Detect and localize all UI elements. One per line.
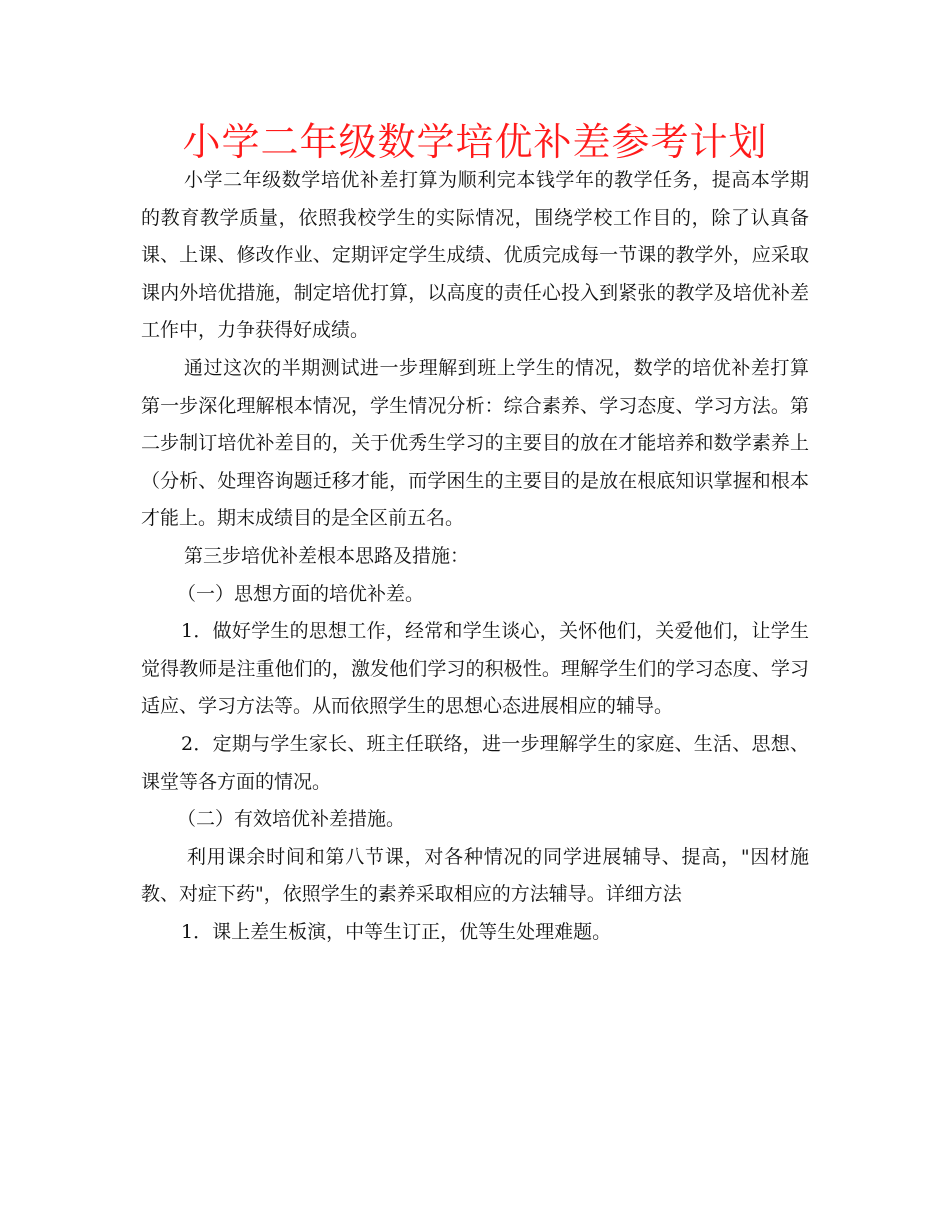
list-item-method-1: 1．课上差生板演，中等生订正，优等生处理难题。 [181,920,612,943]
list-item-2: 2．定期与学生家长、班主任联络，进一步理解学生的家庭、生活、思想、课堂等各方面的情况。 [141,732,809,793]
section-heading-thought: （一）思想方面的培优补差。 [177,582,425,605]
section-heading-measures: （二）有效培优补差措施。 [177,808,406,831]
document-title: 小学二年级数学培优补差参考计划 [182,120,768,164]
paragraph-intro: 小学二年级数学培优补差打算为顺利完本钱学年的教学任务，提高本学期的教育教学质量，依照我校学生的实际情况，围绕学校工作目的，除了认真备课、上课、修改作业、定期评定学生成绩、优质完成每一节课的教学外，应采取课内外培优措施，制定培优打算，以高度的责任心投入到紧张的教学及培优补差工作中，力争获得好成绩。 [141,169,809,342]
paragraph-methods: 利用课余时间和第八节课，对各种情况的同学进展辅导、提高，"因材施教、对症下药"，依照学生的素养采取相应的方法辅导。详细方法 [141,845,809,906]
document-body [141,162,809,951]
paragraph-analysis: 通过这次的半期测试进一步理解到班上学生的情况，数学的培优补差打算第一步深化理解根本情况，学生情况分析：综合素养、学习态度、学习方法。第二步制订培优补差目的，关于优秀生学习的主要目的放在才能培养和数学素养上（分析、处理咨询题迁移才能，而学困生的主要目的是放在根底知识掌握和根本才能上。期末成绩目的是全区前五名。 [141,356,809,530]
paragraph-step-three: 第三步培优补差根本思路及措施： [184,544,470,567]
list-item-1: 1．做好学生的思想工作，经常和学生谈心，关怀他们，关爱他们，让学生觉得教师是注重他们的，激发他们学习的积极性。理解学生们的学习态度、学习适应、学习方法等。从而依照学生的思想心态进展相应的辅导。 [141,620,809,718]
